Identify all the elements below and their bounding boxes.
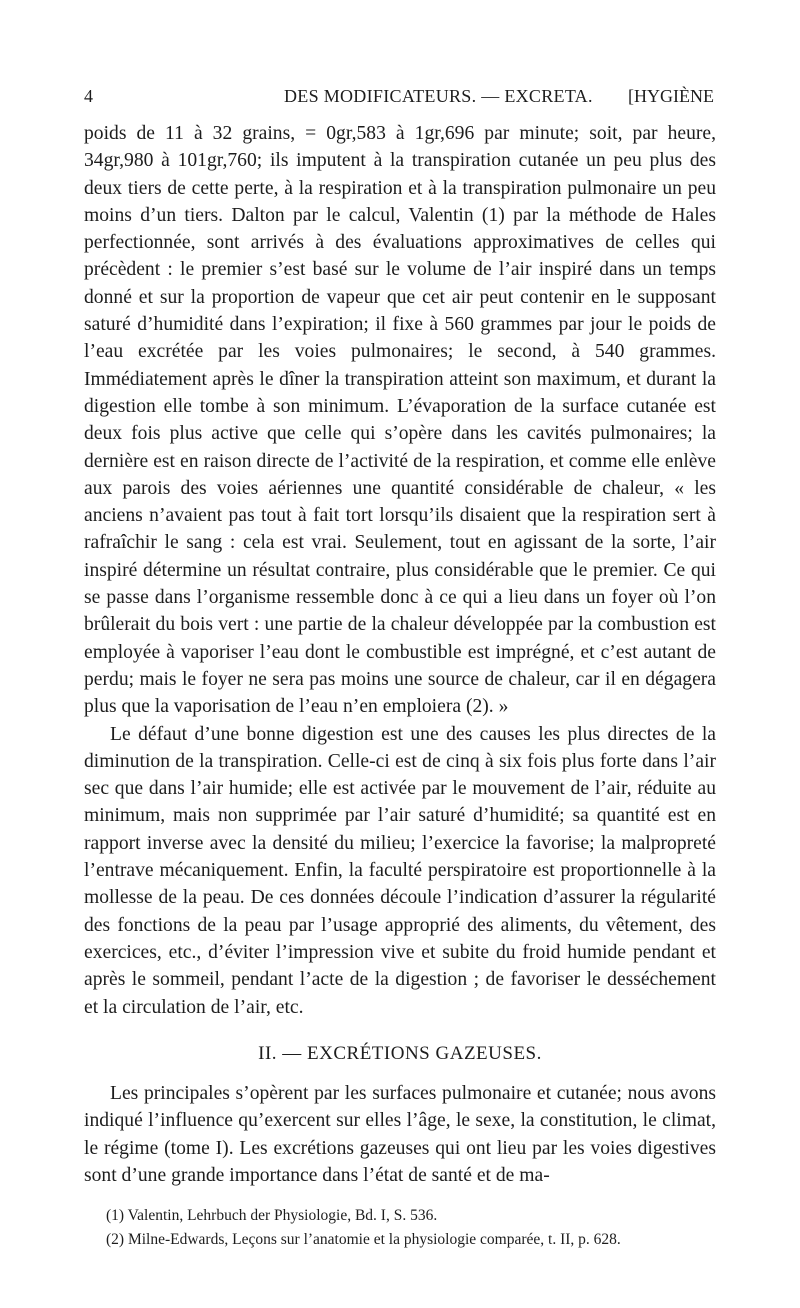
- running-title: DES MODIFICATEURS. — EXCRETA.: [284, 86, 593, 106]
- running-header: [84, 86, 712, 110]
- paragraph-1: poids de 11 à 32 grains, = 0gr,583 à 1gr,696 par minute; soit, par heure, 34gr,980 à 101gr,760; ils imputent à la transpiration cutanée un peu plus des deux tiers de cette perte, à la respiration et à la transpiration pulmonaire un peu moins d’un tiers. Dalton par le calcul, Valentin (1) par la méthode de Hales perfectionnée, sont arrivés à des évaluations approximatives de celles qui précèdent : le premier s’est basé sur le volume de l’air inspiré dans un temps donné et sur la proportion de vapeur que cet air peut contenir en le supposant saturé d’humidité dans l’expiration; il fixe à 560 grammes par jour le poids de l’eau excrétée par les voies pulmonaires; le second, à 540 grammes. Immédiatement après le dîner la transpiration atteint son maximum, et durant la digestion elle tombe à son minimum. L’évaporation de la surface cutanée est deux fois plus active que celle qui s’opère dans les cavités pulmonaires; la dernière est en raison directe de l’activité de la respiration, et comme elle enlève aux parois des voies aériennes une quantité considérable de chaleur, « les anciens n’avaient pas tout à fait tort lorsqu’ils disaient que la respiration sert à rafraîchir le sang : cela est vrai. Seulement, tout en agissant de la sorte, l’air inspiré détermine un résultat contraire, plus considérable que le premier. Ce qui se passe dans l’organisme ressemble donc à ce qui a lieu dans un foyer où l’on brûlerait du bois vert : une partie de la chaleur développée par la combustion est employée à vaporiser l’eau dont le combustible est imprégné, et c’est autant de perdu; mais le foyer ne sera pas moins une source de chaleur, car il en dégagera plus que la vaporisation de l’eau n’en emploiera (2). »: [84, 123, 716, 718]
- paragraph-3: Les principales s’opèrent par les surfaces pulmonaire et cutanée; nous avons indiqué l’influence qu’exercent sur elles l’âge, le sexe, la constitution, le climat, le régime (tome I). Les excrétions gazeuses qui ont lieu par les voies digestives sont d’une grande importance dans l’état de santé et de ma-: [84, 1083, 716, 1186]
- footnotes: [106, 1204, 716, 1252]
- page-number: 4: [84, 86, 93, 106]
- section-heading: II. — EXCRÉTIONS GAZEUSES.: [258, 1042, 542, 1064]
- footnote-2: (2) Milne-Edwards, Leçons sur l’anatomie et la physiologie comparée, t. II, p. 628.: [106, 1231, 621, 1248]
- section-label: [HYGIÈNE: [628, 86, 714, 106]
- paragraph-2: Le défaut d’une bonne digestion est une des causes les plus directes de la diminution de la transpiration. Celle-ci est de cinq à six fois plus forte dans l’air sec que dans l’air humide; elle est activée par le mouvement de l’air, réduite au minimum, mais non supprimée par l’air saturé d’humidité; sa quantité est en rapport inverse avec la densité du milieu; l’exercice la favorise; la malpropreté l’entrave mécaniquement. Enfin, la faculté perspiratoire est proportionnelle à la mollesse de la peau. De ces données découle l’indication d’assurer la régularité des fonctions de la peau par l’usage approprié des aliments, du vêtement, des exercices, etc., d’éviter l’impression vive et subite du froid humide pendant et après le sommeil, pendant l’acte de la digestion ; de favoriser le desséchement et la circulation de l’air, etc.: [84, 723, 716, 1018]
- footnote-1: (1) Valentin, Lehrbuch der Physiologie, Bd. I, S. 536.: [106, 1207, 438, 1224]
- body-text: [84, 120, 716, 1189]
